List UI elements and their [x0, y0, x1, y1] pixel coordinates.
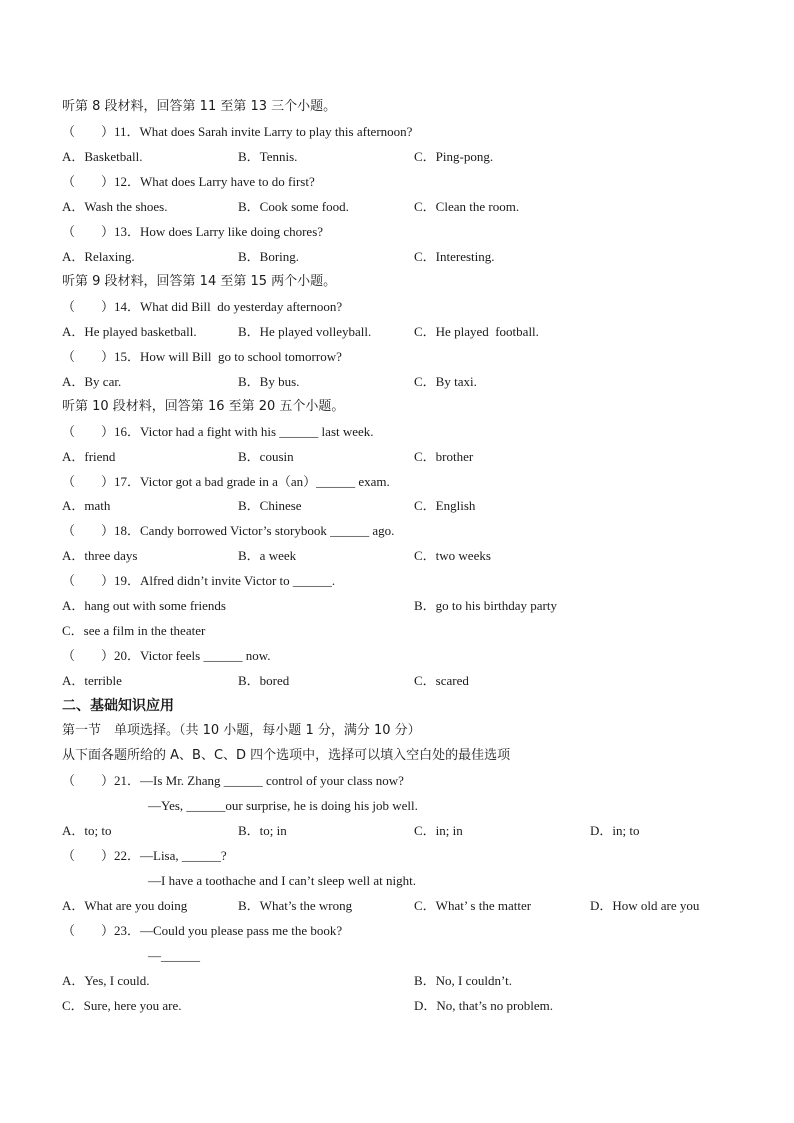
question-14-option-c: C．He played football. [414, 324, 539, 339]
question-21-option-b: B．to; in [238, 823, 287, 838]
question-16-option-b: B．cousin [238, 449, 294, 464]
question-19-stem: （ ）19．Alfred didn’t invite Victor to ______. [62, 573, 336, 588]
question-19-option-b: B．go to his birthday party [414, 598, 557, 613]
question-22-option-c: C．What’ s the matter [414, 898, 532, 913]
question-13-option-b: B．Boring. [238, 249, 300, 264]
question-21-option-a: A．to; to [62, 823, 112, 838]
part2-instructions: 从下面各题所给的 A、B、C、D 四个选项中，选择可以填入空白处的最佳选项 [62, 748, 511, 763]
question-12-option-b: B．Cook some food. [238, 199, 349, 214]
question-16-stem: （ ）16．Victor had a fight with his ______ last week. [62, 424, 374, 439]
question-23-reply: —______ [148, 948, 200, 963]
question-18-option-a: A．three days [62, 548, 138, 563]
question-20-stem: （ ）20．Victor feels ______ now. [62, 648, 271, 663]
question-19-option-c: C．see a film in the theater [62, 623, 206, 638]
question-23-option-c: C．Sure, here you are. [62, 998, 182, 1013]
question-11-stem: （ ）11．What does Sarah invite Larry to play this afternoon? [62, 124, 413, 139]
part2-title: 二、基础知识应用 [62, 698, 174, 714]
question-15-stem: （ ）15．How will Bill go to school tomorrow? [62, 349, 342, 364]
question-15-option-a: A．By car. [62, 374, 122, 389]
question-12-stem: （ ）12．What does Larry have to do first? [62, 174, 315, 189]
question-11-option-b: B．Tennis. [238, 149, 298, 164]
section-header-10: 听第 10 段材料，回答第 16 至第 20 五个小题。 [62, 399, 345, 414]
question-23-stem: （ ）23．—Could you please pass me the book? [62, 923, 343, 938]
question-17-option-c: C．English [414, 498, 476, 513]
question-20-option-a: A．terrible [62, 673, 122, 688]
question-16-option-a: A．friend [62, 449, 116, 464]
question-16-option-c: C．brother [414, 449, 474, 464]
question-15-option-b: B．By bus. [238, 374, 300, 389]
part2-subtitle: 第一节 单项选择。（共 10 小题，每小题 1 分，满分 10 分） [62, 723, 421, 738]
question-18-stem: （ ）18．Candy borrowed Victor’s storybook ______ ago. [62, 523, 395, 538]
question-21-reply: —Yes, ______our surprise, he is doing his job well. [148, 798, 418, 813]
question-22-reply: —I have a toothache and I can’t sleep well at night. [148, 873, 416, 888]
question-13-option-a: A．Relaxing. [62, 249, 135, 264]
question-20-option-b: B．bored [238, 673, 290, 688]
question-19-option-a: A．hang out with some friends [62, 598, 226, 613]
question-22-option-b: B．What’s the wrong [238, 898, 353, 913]
question-14-option-a: A．He played basketball. [62, 324, 197, 339]
question-14-stem: （ ）14．What did Bill do yesterday afternoon? [62, 299, 343, 314]
question-21-option-d: D．in; to [590, 823, 640, 838]
question-15-option-c: C．By taxi. [414, 374, 477, 389]
question-18-option-b: B．a week [238, 548, 297, 563]
question-17-option-b: B．Chinese [238, 498, 302, 513]
question-17-stem: （ ）17．Victor got a bad grade in a（an）______ exam. [62, 474, 390, 489]
question-21-option-c: C．in; in [414, 823, 463, 838]
question-22-option-d: D．How old are you [590, 898, 700, 913]
question-22-stem: （ ）22．—Lisa, ______? [62, 848, 227, 863]
question-20-option-c: C．scared [414, 673, 469, 688]
question-23-option-a: A．Yes, I could. [62, 973, 150, 988]
question-12-option-a: A．Wash the shoes. [62, 199, 168, 214]
question-11-option-c: C．Ping-pong. [414, 149, 494, 164]
question-13-stem: （ ）13．How does Larry like doing chores? [62, 224, 324, 239]
question-14-option-b: B．He played volleyball. [238, 324, 372, 339]
question-21-stem: （ ）21．—Is Mr. Zhang ______ control of your class now? [62, 773, 404, 788]
question-13-option-c: C．Interesting. [414, 249, 495, 264]
question-23-option-d: D．No, that’s no problem. [414, 998, 554, 1013]
question-11-option-a: A．Basketball. [62, 149, 143, 164]
question-23-option-b: B．No, I couldn’t. [414, 973, 512, 988]
section-header-8: 听第 8 段材料，回答第 11 至第 13 三个小题。 [62, 99, 337, 114]
question-18-option-c: C．two weeks [414, 548, 491, 563]
question-12-option-c: C．Clean the room. [414, 199, 520, 214]
section-header-9: 听第 9 段材料，回答第 14 至第 15 两个小题。 [62, 274, 337, 289]
question-22-option-a: A．What are you doing [62, 898, 188, 913]
question-17-option-a: A．math [62, 498, 111, 513]
